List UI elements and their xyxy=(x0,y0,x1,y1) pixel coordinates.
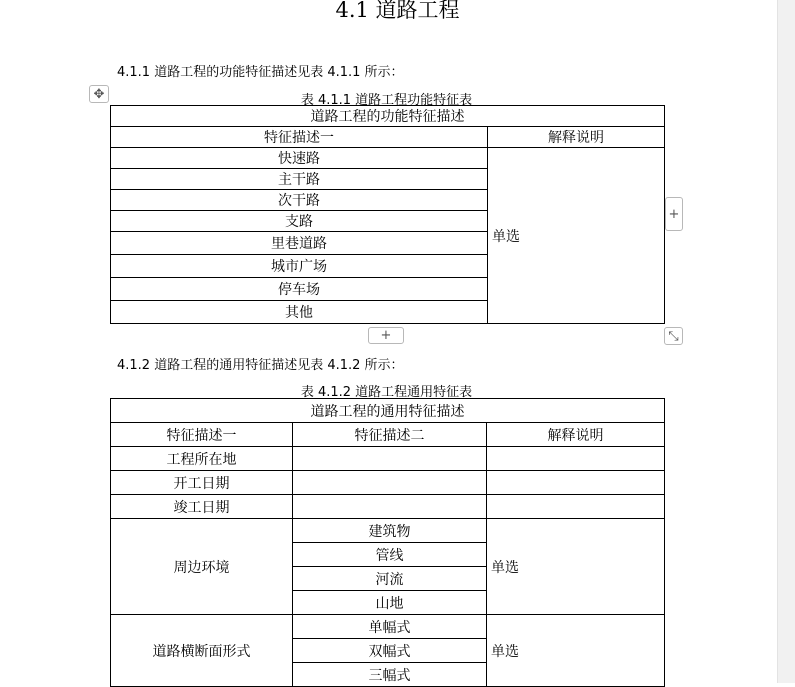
table-row xyxy=(111,495,665,519)
feature-cell: 停车场 xyxy=(111,278,488,301)
table-row xyxy=(111,148,665,169)
function-feature-table xyxy=(110,105,665,324)
explanation-cell: 单选 xyxy=(488,148,665,324)
empty-cell xyxy=(293,495,487,519)
group-name-cell: 道路横断面形式 xyxy=(111,615,293,687)
header-explanation: 解释说明 xyxy=(488,127,665,148)
header-feature-1: 特征描述一 xyxy=(111,423,293,447)
table-row xyxy=(111,519,665,543)
option-cell: 管线 xyxy=(293,543,487,567)
table-row xyxy=(111,447,665,471)
add-column-button[interactable]: + xyxy=(665,197,683,231)
empty-cell xyxy=(487,471,665,495)
table-row xyxy=(111,471,665,495)
explanation-cell: 单选 xyxy=(487,519,665,615)
table2-caption: 表 4.1.2 道路工程通用特征表 xyxy=(300,385,473,400)
add-row-button[interactable]: + xyxy=(368,327,404,344)
table-row xyxy=(111,615,665,639)
feature-cell: 竣工日期 xyxy=(111,495,293,519)
table-header-row xyxy=(111,127,665,148)
option-cell: 河流 xyxy=(293,567,487,591)
section-heading: 4.1 道路工程 xyxy=(335,0,460,22)
group-name-cell: 周边环境 xyxy=(111,519,293,615)
header-explanation: 解释说明 xyxy=(487,423,665,447)
feature-cell: 工程所在地 xyxy=(111,447,293,471)
option-cell: 山地 xyxy=(293,591,487,615)
feature-cell: 主干路 xyxy=(111,169,488,190)
option-cell: 双幅式 xyxy=(293,639,487,663)
feature-cell: 支路 xyxy=(111,211,488,232)
feature-cell: 开工日期 xyxy=(111,471,293,495)
feature-cell: 其他 xyxy=(111,301,488,324)
option-cell: 单幅式 xyxy=(293,615,487,639)
table1-caption: 表 4.1.1 道路工程功能特征表 xyxy=(300,93,473,108)
table-title-row xyxy=(111,399,665,423)
option-cell: 三幅式 xyxy=(293,663,487,687)
feature-cell: 次干路 xyxy=(111,190,488,211)
table-title-row xyxy=(111,106,665,127)
feature-cell: 城市广场 xyxy=(111,255,488,278)
table-header-row xyxy=(111,423,665,447)
feature-cell: 里巷道路 xyxy=(111,232,488,255)
general-feature-table xyxy=(110,398,665,687)
table-title: 道路工程的功能特征描述 xyxy=(111,106,665,127)
header-feature-1: 特征描述一 xyxy=(111,127,488,148)
header-feature-2: 特征描述二 xyxy=(293,423,487,447)
table-title: 道路工程的通用特征描述 xyxy=(111,399,665,423)
feature-cell: 快速路 xyxy=(111,148,488,169)
empty-cell xyxy=(487,495,665,519)
option-cell: 建筑物 xyxy=(293,519,487,543)
empty-cell xyxy=(487,447,665,471)
explanation-cell: 单选 xyxy=(487,615,665,687)
section1-intro: 4.1.1 道路工程的功能特征描述见表 4.1.1 所示： xyxy=(117,65,404,80)
resize-handle-icon[interactable]: ⤡ xyxy=(664,327,683,345)
table-move-handle-icon[interactable]: ✥ xyxy=(89,85,109,103)
empty-cell xyxy=(293,447,487,471)
vertical-scrollbar[interactable] xyxy=(777,0,795,683)
empty-cell xyxy=(293,471,487,495)
section2-intro: 4.1.2 道路工程的通用特征描述见表 4.1.2 所示： xyxy=(117,358,404,373)
